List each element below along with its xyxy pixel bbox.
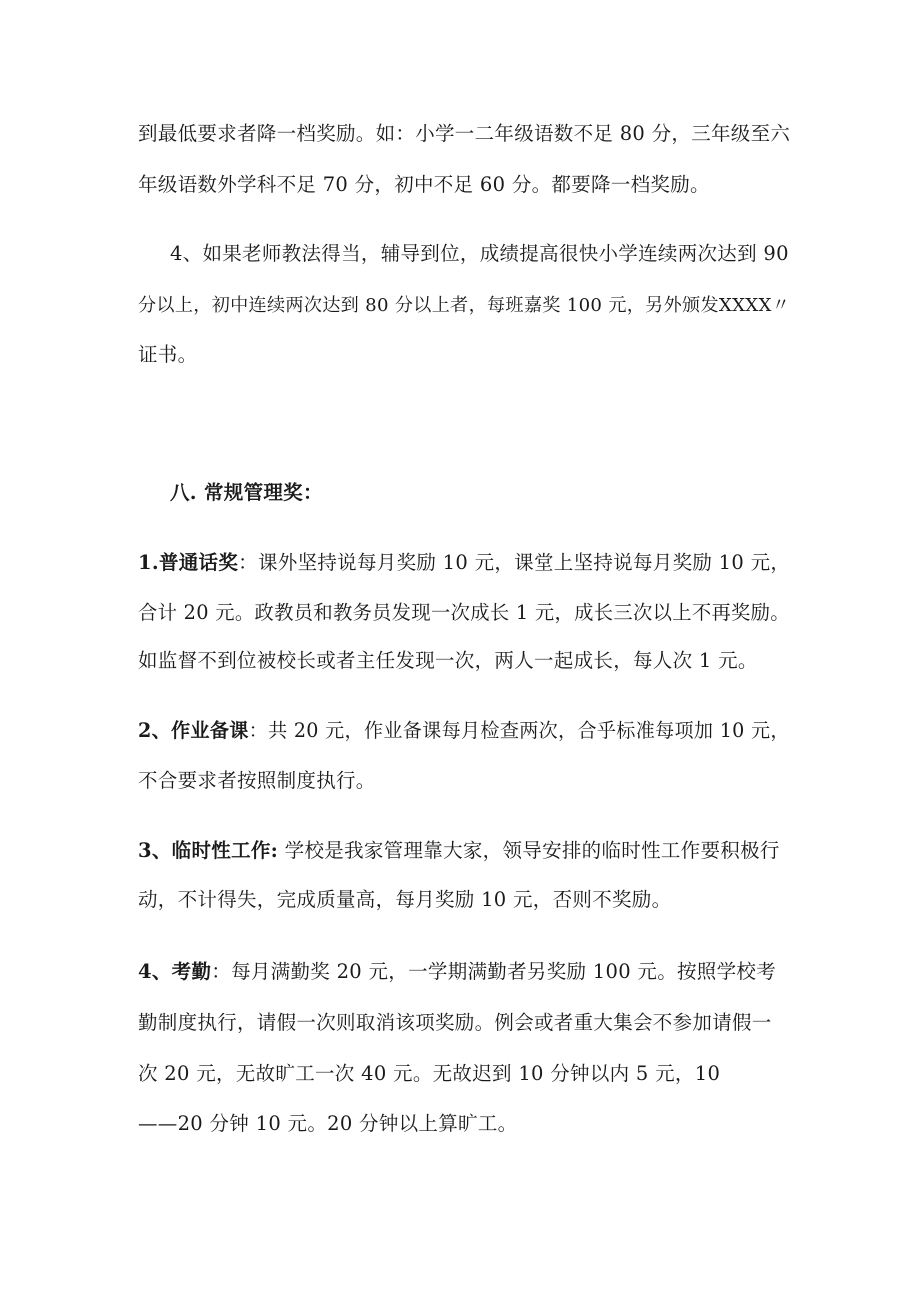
section-eight-heading: 八. 常规管理奖： — [170, 481, 323, 504]
paragraph-top-line-1: 到最低要求者降一档奖励。如：小学一二年级语数不足 80 分，三年级至六 — [138, 122, 791, 145]
item-2-line-2: 不合要求者按照制度执行。 — [138, 769, 376, 792]
item-4-line-1 — [138, 958, 776, 986]
item-3-label: 3、临时性工作: — [138, 839, 279, 862]
item-4-line-4: ——20 分钟 10 元。20 分钟以上算旷工。 — [138, 1112, 518, 1135]
item-3-text: 学校是我家管理靠大家，领导安排的临时性工作要积极行 — [278, 839, 780, 862]
item-4-line-3: 次 20 元，无故旷工一次 40 元。无故迟到 10 分钟以内 5 元，10 — [138, 1062, 721, 1085]
paragraph-4-line-1: 4、如果老师教法得当，辅导到位，成绩提高很快小学连续两次达到 90 — [170, 242, 789, 265]
item-1-line-3: 如监督不到位被校长或者主任发现一次，两人一起成长，每人次 1 元。 — [138, 649, 758, 672]
item-4-text: ：每月满勤奖 20 元，一学期满勤者另奖励 100 元。按照学校考 — [211, 960, 777, 983]
item-2-line-1 — [138, 717, 790, 745]
item-1-label: 1.普通话奖 — [138, 551, 239, 574]
item-3-line-2: 动，不计得失，完成质量高，每月奖励 10 元，否则不奖励。 — [138, 888, 672, 911]
item-2-text: ：共 20 元，作业备课每月检查两次，合乎标准每项加 10 元， — [248, 719, 790, 742]
item-1-line-1 — [138, 549, 790, 577]
item-1-line-2: 合计 20 元。政教员和教务员发现一次成长 1 元，成长三次以上不再奖励。 — [138, 601, 790, 624]
item-3-line-1 — [138, 837, 780, 865]
paragraph-4-line-2: 分以上，初中连续两次达到 80 分以上者，每班嘉奖 100 元，另外颁发XXXX〃 — [138, 295, 791, 316]
paragraph-4-line-3: 证书。 — [138, 343, 198, 366]
item-1-text: ：课外坚持说每月奖励 10 元，课堂上坚持说每月奖励 10 元， — [238, 551, 791, 574]
item-2-label: 2、作业备课 — [138, 719, 249, 742]
paragraph-top-line-2: 年级语数外学科不足 70 分，初中不足 60 分。都要降一档奖励。 — [138, 173, 710, 196]
item-4-label: 4、考勤 — [138, 960, 212, 983]
item-4-line-2: 勤制度执行，请假一次则取消该项奖励。例会或者重大集会不参加请假一 — [138, 1011, 772, 1034]
